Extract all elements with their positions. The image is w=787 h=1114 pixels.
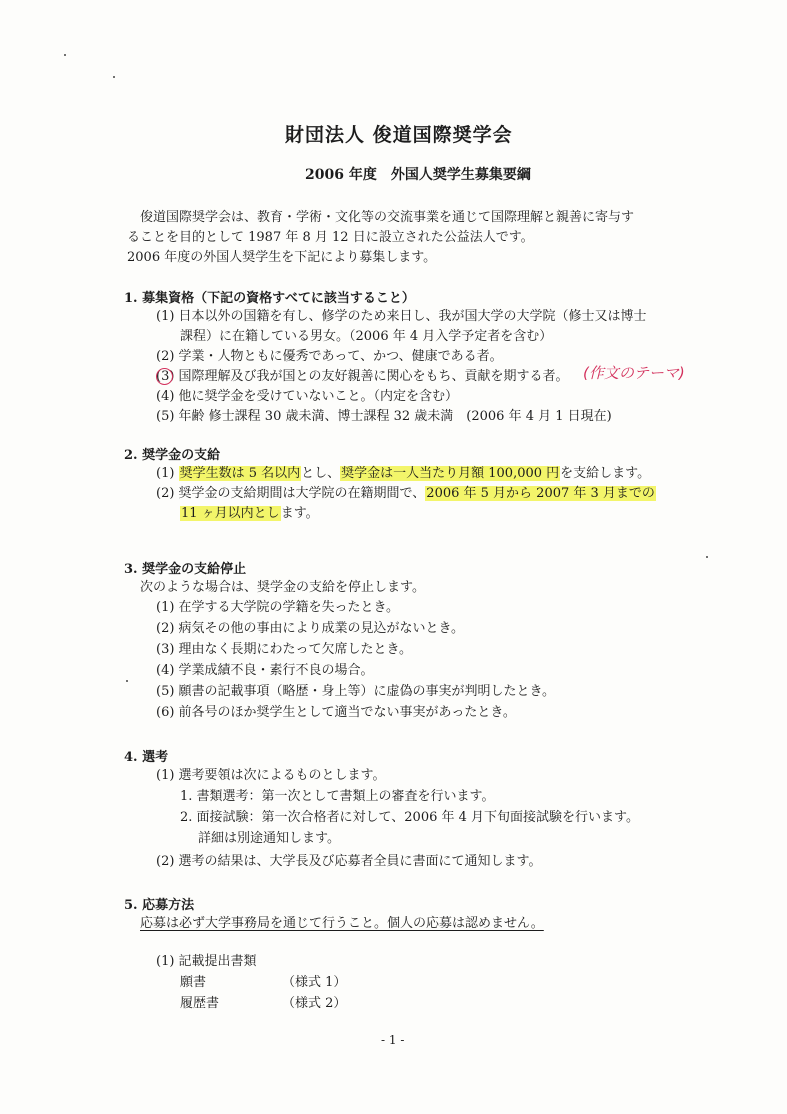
scan-speck	[706, 556, 708, 558]
intro-line-1: 俊道国際奨学会は、教育・学術・文化等の交流事業を通じて国際理解と親善に寄与す	[140, 210, 635, 225]
intro-line-2: ることを目的として 1987 年 8 月 12 日に設立された公益法人です。	[127, 230, 534, 245]
section-2-item-2-start: (2) 奨学金の支給期間は大学院の在籍期間で、	[156, 486, 426, 501]
section-4-item-2: (2) 選考の結果は、大学長及び応募者全員に書面にて通知します。	[156, 854, 542, 869]
section-2-item-1	[156, 464, 650, 484]
section-2-heading: 2. 奨学金の支給	[124, 448, 221, 463]
handwritten-note: (作文のテーマ)	[583, 364, 685, 382]
page-number: - 1 -	[381, 1033, 405, 1047]
section-2-item-1-end: を支給します。	[560, 466, 651, 481]
section-2-item-1-mid: とし、	[301, 466, 341, 481]
section-3-item: (6) 前各号のほか奨学生として適当でない事実があったとき。	[156, 705, 516, 720]
section-2-item-2	[156, 484, 656, 504]
section-5-heading: 5. 応募方法	[124, 898, 195, 913]
scan-speck	[126, 680, 128, 682]
page-subtitle: 2006 年度 外国人奨学生募集要綱	[305, 167, 531, 183]
highlight-period: 2006 年 5 月から 2007 年 3 月までの	[426, 486, 655, 501]
section-3-item: (4) 学業成績不良・素行不良の場合。	[156, 663, 374, 678]
section-3-item: (3) 理由なく長期にわたって欠席したとき。	[156, 642, 413, 657]
section-5-note: 応募は必ず大学事務局を通じて行うこと。個人の応募は認めません。	[140, 916, 544, 931]
section-4-sub-1: 1. 書類選考：第一次として書類上の審査を行います。	[180, 789, 495, 804]
section-3-item: (5) 願書の記載事項（略歴・身上等）に虚偽の事実が判明したとき。	[156, 684, 556, 699]
doc-form: （様式 2）	[282, 996, 347, 1011]
section-3-heading: 3. 奨学金の支給停止	[124, 562, 247, 577]
section-1-item-4: (4) 他に奨学金を受けていないこと。（内定を含む）	[156, 389, 459, 404]
section-1-item-1: (1) 日本以外の国籍を有し、修学のため来日し、我が国大学の大学院（修士又は博士	[156, 309, 647, 324]
doc-form: （様式 1）	[282, 975, 347, 990]
section-3-item: (1) 在学する大学院の学籍を失ったとき。	[156, 600, 400, 615]
intro-line-3: 2006 年度の外国人奨学生を下記により募集します。	[127, 250, 437, 265]
section-4-sub-2-cont: 詳細は別途通知します。	[198, 831, 340, 846]
section-3-item: (2) 病気その他の事由により成業の見込がないとき。	[156, 621, 465, 636]
section-5-sub-heading: (1) 記載提出書類	[156, 954, 257, 969]
page-title: 財団法人 俊道国際奨学会	[285, 124, 513, 146]
highlight-monthly-amount: 奨学金は一人当たり月額 100,000 円	[341, 466, 560, 481]
section-3-intro: 次のような場合は、奨学金の支給を停止します。	[140, 580, 425, 595]
handwritten-circle-mark	[156, 368, 173, 385]
highlight-scholar-count: 奨学生数は 5 名以内	[179, 466, 301, 481]
doc-name: 履歴書	[180, 996, 220, 1011]
section-1-item-5: (5) 年齢 修士課程 30 歳未満、博士課程 32 歳未満 (2006 年 4 月 1 日現在)	[156, 409, 612, 424]
section-1-item-2: (2) 学業・人物ともに優秀であって、かつ、健康である者。	[156, 349, 503, 364]
section-1-item-1-cont: 課程）に在籍している男女。（2006 年 4 月入学予定者を含む）	[180, 329, 553, 344]
section-2-item-2-cont	[180, 504, 319, 524]
section-4-item-1: (1) 選考要領は次によるものとします。	[156, 768, 386, 783]
section-1-heading: 1. 募集資格（下記の資格すべてに該当すること）	[124, 291, 415, 306]
section-1-item-3: (3) 国際理解及び我が国との友好親善に関心をもち、貢献を期する者。	[156, 369, 569, 384]
section-2-item-1-number: (1)	[156, 466, 175, 481]
section-2-item-2-end: ます。	[280, 506, 319, 521]
section-4-sub-2: 2. 面接試験：第一次合格者に対して、2006 年 4 月下旬面接試験を行います。	[180, 810, 639, 825]
highlight-duration: 11 ヶ月以内とし	[181, 506, 280, 521]
scan-speck	[64, 54, 66, 56]
scan-speck	[113, 76, 115, 78]
doc-name: 願書	[180, 975, 207, 990]
section-4-heading: 4. 選考	[124, 750, 169, 765]
